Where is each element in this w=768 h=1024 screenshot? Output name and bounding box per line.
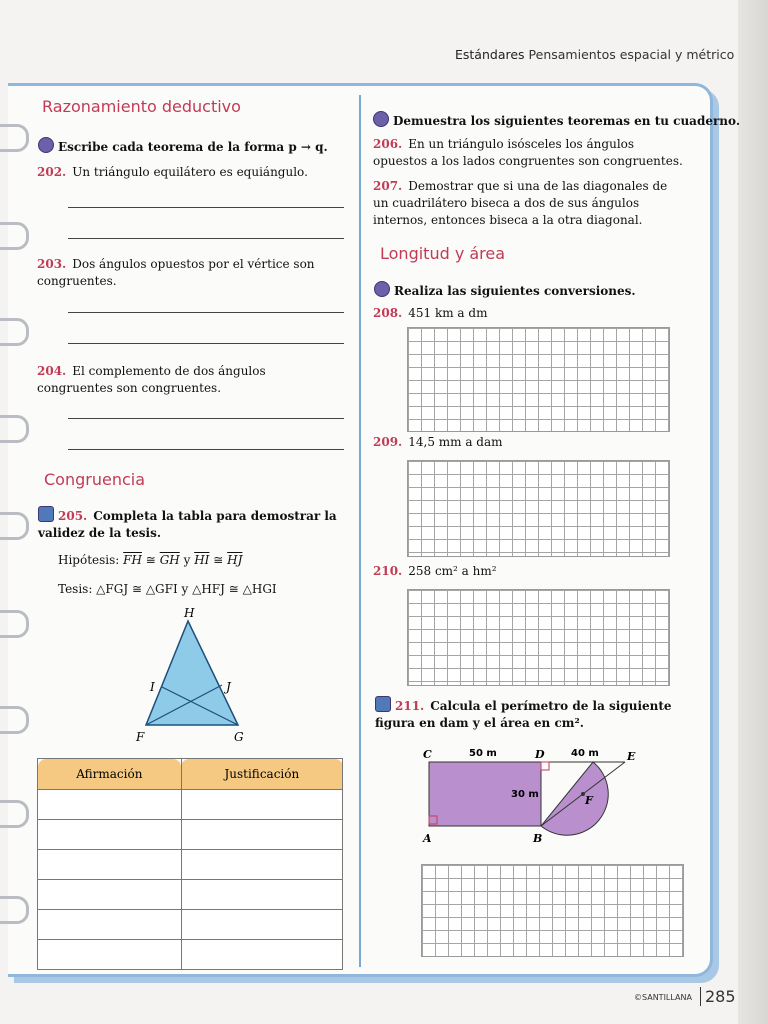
section-title-congruencia: Congruencia: [44, 470, 146, 489]
binder-ring-icon: [0, 896, 29, 924]
column-divider: [359, 95, 361, 967]
label-a: A: [423, 832, 432, 845]
answer-line[interactable]: [68, 449, 344, 450]
activity-icon: [38, 137, 54, 153]
answer-line[interactable]: [68, 312, 344, 313]
binder-ring-icon: [0, 610, 29, 638]
table-cell[interactable]: [38, 790, 182, 820]
exercise-211: 211. Calcula el perímetro de la siguiente figura en dam y el área en cm².: [375, 696, 687, 732]
label-g: G: [234, 730, 244, 744]
binder-ring-icon: [0, 800, 29, 828]
instruction-conversiones: Realiza las siguientes conversiones.: [374, 281, 636, 298]
binder-ring-icon: [0, 222, 29, 250]
page-header: [455, 47, 734, 62]
activity-icon: [373, 111, 389, 127]
proof-table: [37, 758, 343, 970]
answer-line[interactable]: [68, 343, 344, 344]
triangle-figure: [130, 603, 260, 745]
triangle-fgh: [146, 621, 238, 725]
exercise-206: 206. En un triángulo isósceles los ángulos opuestos a los lados congruentes son congruentes.: [373, 137, 683, 168]
table-row: [38, 820, 343, 850]
label-h: H: [184, 606, 195, 620]
table-cell[interactable]: [181, 880, 342, 910]
header-prefix: Estándares: [455, 47, 525, 62]
right-angle-mark: [541, 762, 549, 770]
table-header-justificacion: Justificación: [181, 759, 342, 790]
exercise-202: 202. Un triángulo equilátero es equiángulo.: [37, 165, 308, 179]
table-row: [38, 940, 343, 970]
instruction-theorem-form: Escribe cada teorema de la forma p → q.: [38, 137, 328, 154]
answer-grid[interactable]: [407, 460, 670, 557]
table-cell[interactable]: [181, 850, 342, 880]
label-50m: 50 m: [469, 748, 497, 759]
section-title-longitud: Longitud y área: [380, 244, 506, 263]
publisher-mark: ©SANTILLANA: [634, 993, 692, 1002]
binder-ring-icon: [0, 415, 29, 443]
label-i: I: [150, 680, 155, 694]
table-cell[interactable]: [181, 790, 342, 820]
exercise-203: 203. Dos ángulos opuestos por el vértice son congruentes.: [37, 257, 315, 288]
table-cell[interactable]: [38, 880, 182, 910]
exercise-208: 208. 451 km a dm: [373, 306, 488, 320]
exercise-207: 207. Demostrar que si una de las diagonales de un cuadrilátero biseca a dos de sus ángulos internos, entonces biseca a la otra diagonal.: [373, 179, 668, 227]
answer-line[interactable]: [68, 207, 344, 208]
cube-icon: [38, 506, 54, 522]
binder-ring-icon: [0, 706, 29, 734]
table-row: [38, 910, 343, 940]
table-cell[interactable]: [38, 940, 182, 970]
table-cell[interactable]: [38, 850, 182, 880]
composite-figure: [415, 742, 645, 854]
answer-grid[interactable]: [421, 864, 684, 957]
next-page-edge: [738, 0, 768, 1024]
label-e: E: [627, 750, 636, 763]
table-row: [38, 790, 343, 820]
section-title-razonamiento: Razonamiento deductivo: [42, 97, 241, 116]
label-40m: 40 m: [571, 748, 599, 759]
table-cell[interactable]: [38, 820, 182, 850]
table-cell[interactable]: [181, 910, 342, 940]
header-topic: Pensamientos espacial y métrico: [528, 47, 735, 62]
table-cell[interactable]: [181, 820, 342, 850]
label-f: F: [136, 730, 145, 744]
semicircle: [541, 762, 608, 835]
hipotesis: Hipótesis: $\overline{FH}$ ≅ $\overline{GH}$ y $\overline{HI}$ ≅ $\overline{HJ}$: [58, 553, 243, 567]
label-j: J: [226, 680, 231, 694]
tesis: Tesis: △FGJ ≅ △GFI y △HFJ ≅ △HGI: [58, 582, 277, 596]
table-header-afirmacion: Afirmación: [38, 759, 182, 790]
exercise-210: 210. 258 cm² a hm²: [373, 564, 497, 578]
instruction-demuestra: Demuestra los siguientes teoremas en tu cuaderno.: [373, 111, 740, 128]
label-30m: 30 m: [511, 789, 539, 800]
table-cell[interactable]: [38, 910, 182, 940]
binder-ring-icon: [0, 512, 29, 540]
answer-line[interactable]: [68, 238, 344, 239]
exercise-209: 209. 14,5 mm a dam: [373, 435, 503, 449]
label-f: F: [585, 794, 593, 807]
table-cell[interactable]: [181, 940, 342, 970]
binder-ring-icon: [0, 318, 29, 346]
answer-grid[interactable]: [407, 327, 670, 432]
label-c: C: [423, 748, 432, 761]
table-row: [38, 880, 343, 910]
answer-line[interactable]: [68, 418, 344, 419]
exercise-204: 204. El complemento de dos ángulos congruentes son congruentes.: [37, 364, 266, 395]
activity-icon: [374, 281, 390, 297]
label-d: D: [535, 748, 545, 761]
binder-ring-icon: [0, 124, 29, 152]
cube-icon: [375, 696, 391, 712]
exercise-205: 205. Completa la tabla para demostrar la validez de la tesis.: [38, 506, 344, 542]
table-row: [38, 850, 343, 880]
answer-grid[interactable]: [407, 589, 670, 686]
page-number: 285: [700, 987, 736, 1006]
label-b: B: [533, 832, 543, 845]
